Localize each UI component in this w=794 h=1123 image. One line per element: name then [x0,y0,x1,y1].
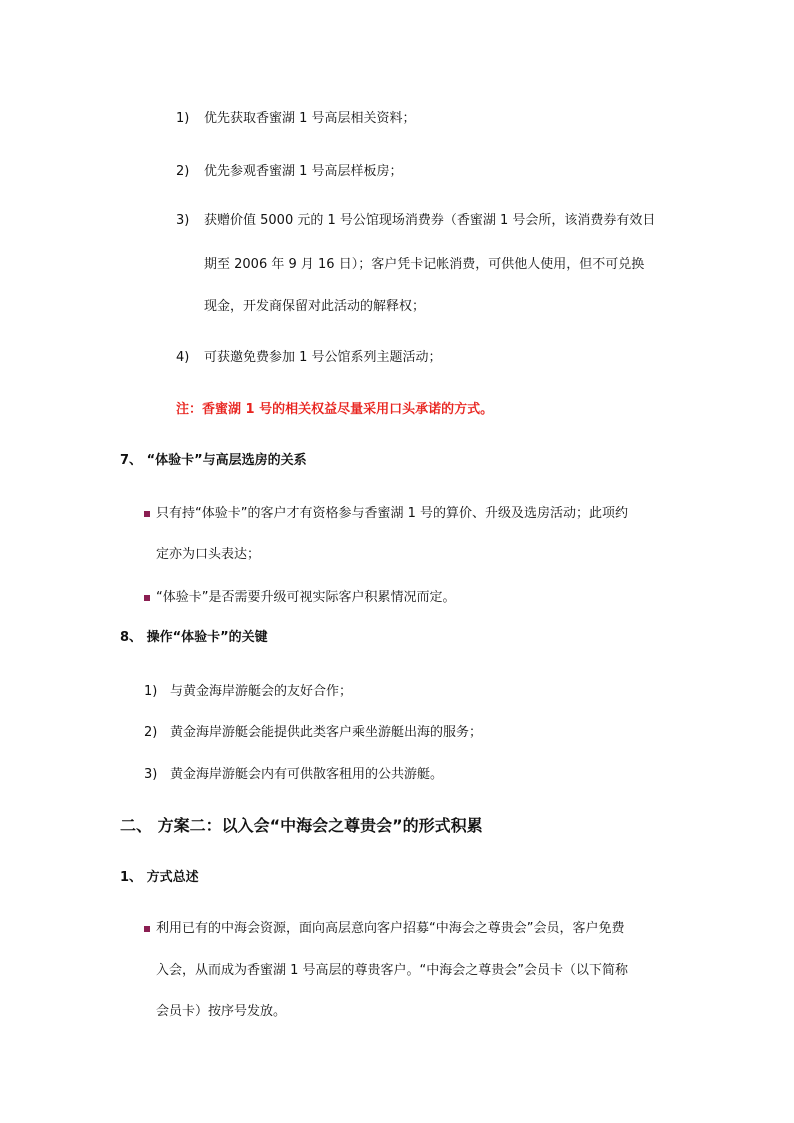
list-item: 黄金海岸游艇会能提供此类客户乘坐游艇出海的服务； [170,725,483,740]
list-number: 1) [144,684,158,699]
list-item: 优先参观香蜜湖 1 号高层样板房； [204,164,403,179]
note-text: 注：香蜜湖 1 号的相关权益尽量采用口头承诺的方式。 [176,402,494,417]
bullet-icon [144,926,150,932]
section-heading: 8、 操作“体验卡”的关键 [120,630,268,645]
bullet-line: 入会，从而成为香蜜湖 1 号高层的尊贵客户。“中海会之尊贵会”会员卡（以下简称 [156,963,629,978]
list-item: 黄金海岸游艇会内有可供散客租用的公共游艇。 [170,767,444,782]
list-number: 2) [144,725,158,740]
list-item: 优先获取香蜜湖 1 号高层相关资料； [204,111,416,126]
list-number: 4) [176,350,190,365]
part-heading: 二、 方案二：以入会“中海会之尊贵会”的形式积累 [120,816,483,835]
bullet-icon [144,595,150,601]
list-number: 3) [176,213,190,228]
bullet-line: 只有持“体验卡”的客户才有资格参与香蜜湖 1 号的算价、升级及选房活动；此项约 [156,506,629,521]
bullet-line: 会员卡）按序号发放。 [156,1004,287,1019]
list-item-line: 期至 2006 年 9 月 16 日）；客户凭卡记帐消费，可供他人使用，但不可兑换 [204,257,645,272]
bullet-icon [144,511,150,517]
list-number: 1) [176,111,190,126]
list-item-line: 现金，开发商保留对此活动的解释权； [204,299,426,314]
list-number: 3) [144,767,158,782]
bullet-line: 定亦为口头表达； [156,547,261,562]
sub-heading: 1、 方式总述 [120,870,199,885]
list-item-line: 获赠价值 5000 元的 1 号公馆现场消费券（香蜜湖 1 号会所，该消费券有效日 [204,213,656,228]
list-number: 2) [176,164,190,179]
section-heading: 7、 “体验卡”与高层选房的关系 [120,453,307,468]
list-item: 可获邀免费参加 1 号公馆系列主题活动； [204,350,442,365]
bullet-line: 利用已有的中海会资源，面向高层意向客户招募“中海会之尊贵会”会员，客户免费 [156,921,625,936]
bullet-line: “体验卡”是否需要升级可视实际客户积累情况而定。 [156,590,456,605]
list-item: 与黄金海岸游艇会的友好合作； [170,684,353,699]
